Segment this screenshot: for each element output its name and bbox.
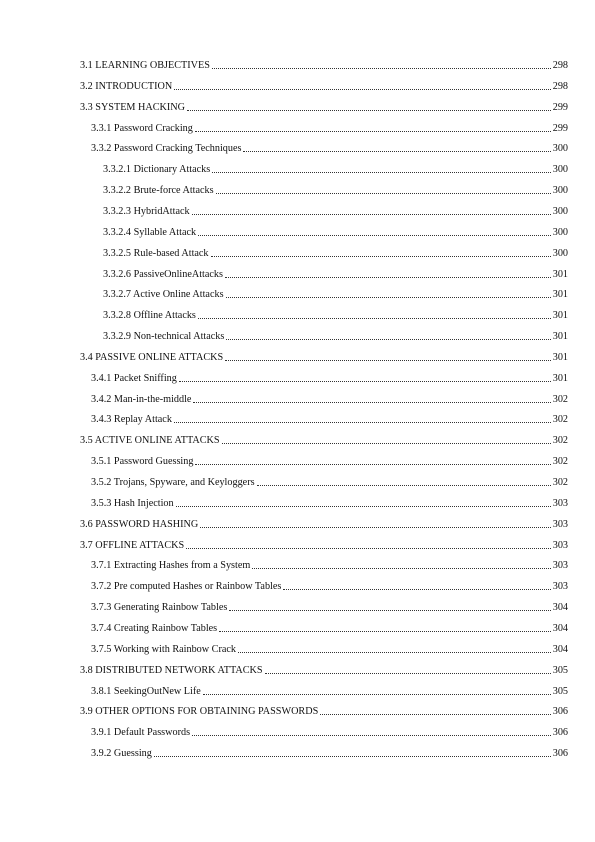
toc-entry[interactable] xyxy=(80,705,568,718)
toc-entry-page-number: 301 xyxy=(552,268,568,280)
toc-entry-page-number: 298 xyxy=(552,80,568,92)
dot-leader xyxy=(200,527,551,528)
toc-entry[interactable] xyxy=(91,601,568,614)
dot-leader xyxy=(225,277,551,278)
toc-entry-label: 3.4.1 Packet Sniffing xyxy=(91,372,177,384)
toc-entry-page-number: 300 xyxy=(552,247,568,259)
toc-entry-label: 3.7.2 Pre computed Hashes or Rainbow Tables xyxy=(91,581,282,593)
dot-leader xyxy=(174,89,550,90)
dot-leader xyxy=(216,193,551,194)
dot-leader xyxy=(257,485,551,486)
toc-entry[interactable] xyxy=(91,559,568,572)
dot-leader xyxy=(283,589,550,590)
toc-entry[interactable] xyxy=(80,59,568,72)
toc-entry[interactable] xyxy=(80,664,568,677)
dot-leader xyxy=(186,548,551,549)
toc-entry[interactable] xyxy=(91,413,568,426)
dot-leader xyxy=(193,402,550,403)
toc-entry-page-number: 302 xyxy=(552,456,568,468)
toc-entry-label: 3.7 OFFLINE ATTACKS xyxy=(80,539,185,551)
toc-entry[interactable] xyxy=(91,747,568,760)
dot-leader xyxy=(211,256,551,257)
toc-entry-label: 3.6 PASSWORD HASHING xyxy=(80,518,199,530)
toc-entry-label: 3.9.1 Default Passwords xyxy=(91,727,191,739)
toc-entry-page-number: 299 xyxy=(552,101,568,113)
dot-leader xyxy=(176,506,551,507)
dot-leader xyxy=(154,756,551,757)
toc-entry-page-number: 304 xyxy=(552,643,568,655)
toc-entry-label: 3.3.2.3 HybridAttack xyxy=(103,205,190,217)
toc-entry-label: 3.3.1 Password Cracking xyxy=(91,122,193,134)
toc-entry-page-number: 302 xyxy=(552,435,568,447)
toc-entry-label: 3.5.1 Password Guessing xyxy=(91,456,194,468)
toc-entry-page-number: 306 xyxy=(552,748,568,760)
dot-leader xyxy=(226,297,551,298)
toc-entry-page-number: 300 xyxy=(552,143,568,155)
dot-leader xyxy=(174,422,551,423)
toc-entry[interactable] xyxy=(103,226,568,239)
toc-entry-page-number: 298 xyxy=(552,60,568,71)
toc-entry[interactable] xyxy=(80,80,568,93)
toc-entry[interactable] xyxy=(103,184,568,197)
toc-entry-label: 3.3 SYSTEM HACKING xyxy=(80,101,185,113)
toc-entry[interactable] xyxy=(91,622,568,635)
toc-entry-label: 3.7.5 Working with Rainbow Crack xyxy=(91,643,236,655)
toc-entry-page-number: 305 xyxy=(552,685,568,697)
toc-entry-label: 3.3.2.4 Syllable Attack xyxy=(103,226,197,238)
dot-leader xyxy=(195,464,550,465)
toc-entry[interactable] xyxy=(80,539,568,552)
dot-leader xyxy=(195,131,551,132)
toc-entry[interactable] xyxy=(91,476,568,489)
dot-leader xyxy=(243,151,550,152)
toc-entry-page-number: 300 xyxy=(552,205,568,217)
toc-entry[interactable] xyxy=(91,122,568,135)
toc-entry-page-number: 300 xyxy=(552,185,568,197)
dot-leader xyxy=(212,172,550,173)
toc-entry-page-number: 306 xyxy=(552,727,568,739)
dot-leader xyxy=(198,235,551,236)
toc-entry-page-number: 301 xyxy=(552,310,568,322)
dot-leader xyxy=(226,339,550,340)
toc-entry[interactable] xyxy=(103,330,568,343)
dot-leader xyxy=(225,360,551,361)
toc-entry[interactable] xyxy=(103,288,568,301)
toc-entry-label: 3.3.2.9 Non-technical Attacks xyxy=(103,331,225,343)
toc-entry-page-number: 305 xyxy=(552,664,568,676)
dot-leader xyxy=(192,214,551,215)
toc-entry-page-number: 304 xyxy=(552,622,568,634)
toc-entry-page-number: 301 xyxy=(552,372,568,384)
toc-entry-label: 3.8 DISTRIBUTED NETWORK ATTACKS xyxy=(80,664,263,676)
dot-leader xyxy=(252,568,550,569)
dot-leader xyxy=(219,631,551,632)
toc-entry-label: 3.4.3 Replay Attack xyxy=(91,414,172,426)
toc-entry[interactable] xyxy=(91,372,568,385)
toc-entry-label: 3.2 INTRODUCTION xyxy=(80,80,173,92)
toc-entry-label: 3.7.4 Creating Rainbow Tables xyxy=(91,622,218,634)
dot-leader xyxy=(203,694,551,695)
toc-entry[interactable] xyxy=(80,101,568,114)
dot-leader xyxy=(265,673,551,674)
toc-entry[interactable] xyxy=(91,726,568,739)
toc-entry-label: 3.5.3 Hash Injection xyxy=(91,497,174,509)
toc-entry-label: 3.3.2.1 Dictionary Attacks xyxy=(103,164,211,176)
toc-entry[interactable] xyxy=(80,518,568,531)
toc-entry[interactable] xyxy=(80,351,568,364)
toc-entry[interactable] xyxy=(103,268,568,281)
toc-entry-page-number: 300 xyxy=(552,226,568,238)
toc-entry[interactable] xyxy=(91,643,568,656)
toc-entry-page-number: 304 xyxy=(552,602,568,614)
toc-entry-label: 3.1 LEARNING OBJECTIVES xyxy=(80,60,210,71)
toc-entry[interactable] xyxy=(91,580,568,593)
toc-entry-page-number: 303 xyxy=(552,539,568,551)
toc-entry-label: 3.7.1 Extracting Hashes from a System xyxy=(91,560,251,572)
toc-entry[interactable] xyxy=(103,163,568,176)
dot-leader xyxy=(238,652,551,653)
toc-entry-page-number: 306 xyxy=(552,706,568,718)
toc-entry-page-number: 303 xyxy=(552,497,568,509)
toc-entry-label: 3.3.2.7 Active Online Attacks xyxy=(103,289,224,301)
toc-entry[interactable] xyxy=(103,205,568,218)
dot-leader xyxy=(192,735,551,736)
toc-entry[interactable] xyxy=(80,434,568,447)
toc-entry-page-number: 301 xyxy=(552,351,568,363)
toc-entry-label: 3.3.2 Password Cracking Techniques xyxy=(91,143,242,155)
toc-entry-page-number: 303 xyxy=(552,518,568,530)
dot-leader xyxy=(212,68,551,69)
toc-entry-label: 3.3.2.5 Rule-based Attack xyxy=(103,247,209,259)
toc-entry-label: 3.5 ACTIVE ONLINE ATTACKS xyxy=(80,435,220,447)
toc-entry[interactable] xyxy=(91,685,568,698)
dot-leader xyxy=(198,318,551,319)
toc-entry[interactable] xyxy=(91,497,568,510)
toc-entry[interactable] xyxy=(103,309,568,322)
toc-entry[interactable] xyxy=(91,455,568,468)
dot-leader xyxy=(320,714,550,715)
toc-entry-label: 3.9.2 Guessing xyxy=(91,748,152,760)
dot-leader xyxy=(229,610,550,611)
dot-leader xyxy=(179,381,551,382)
toc-entry-page-number: 301 xyxy=(552,289,568,301)
toc-entry-page-number: 302 xyxy=(552,477,568,488)
toc-entry[interactable] xyxy=(91,142,568,155)
toc-entry-label: 3.4.2 Man-in-the-middle xyxy=(91,393,192,405)
toc-entry-label: 3.8.1 SeekingOutNew Life xyxy=(91,685,201,697)
toc-entry-label: 3.3.2.8 Offline Attacks xyxy=(103,310,196,322)
toc-entry-page-number: 303 xyxy=(552,581,568,593)
toc-entry-label: 3.4 PASSIVE ONLINE ATTACKS xyxy=(80,351,224,363)
dot-leader xyxy=(187,110,551,111)
toc-entry[interactable] xyxy=(103,247,568,260)
toc-entry-page-number: 302 xyxy=(552,414,568,426)
toc-entry-label: 3.7.3 Generating Rainbow Tables xyxy=(91,602,228,614)
toc-entry-page-number: 303 xyxy=(552,560,568,572)
toc-entry-page-number: 299 xyxy=(552,122,568,134)
toc-entry[interactable] xyxy=(91,393,568,406)
toc-entry-label: 3.3.2.2 Brute-force Attacks xyxy=(103,185,214,197)
toc-entry-page-number: 300 xyxy=(552,164,568,176)
toc-entry-page-number: 302 xyxy=(552,393,568,405)
toc-entry-page-number: 301 xyxy=(552,331,568,343)
toc-entry-label: 3.9 OTHER OPTIONS FOR OBTAINING PASSWORDS xyxy=(80,706,319,718)
toc-entry-label: 3.3.2.6 PassiveOnlineAttacks xyxy=(103,268,223,280)
dot-leader xyxy=(222,443,551,444)
toc-entry-label: 3.5.2 Trojans, Spyware, and Keyloggers xyxy=(91,477,255,488)
